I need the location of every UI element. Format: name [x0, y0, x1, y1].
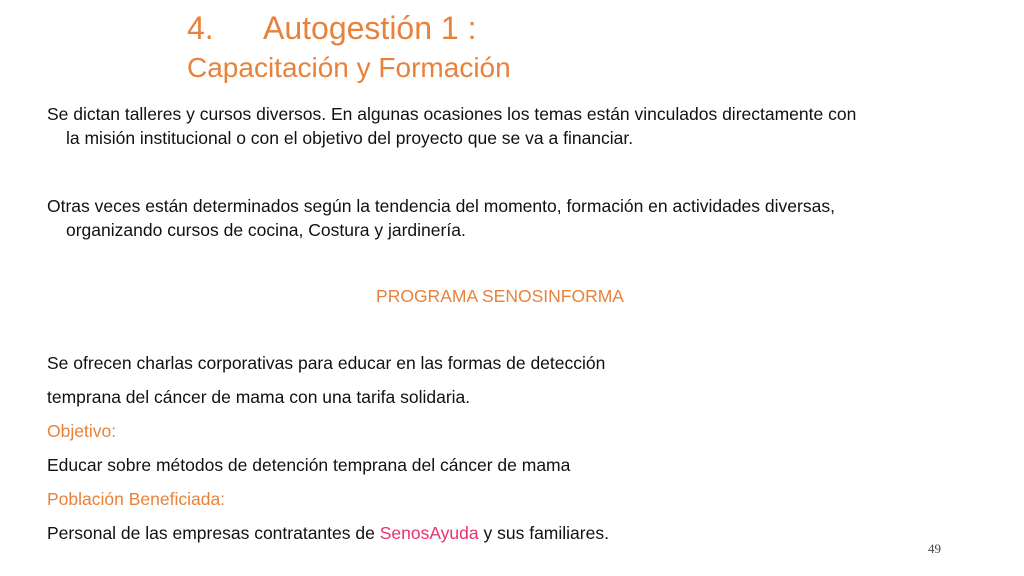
paragraph-1-line-2: la misión institucional o con el objetivo del proyecto que se va a financiar. — [66, 128, 634, 148]
population-label: Población Beneficiada: — [47, 489, 226, 509]
paragraph-2-line-1: Otras veces están determinados según la tendencia del momento, formación en actividades diversas, — [47, 196, 835, 216]
slide-subtitle: Capacitación y Formación — [187, 52, 511, 83]
paragraph-2 — [47, 194, 967, 242]
population-prefix: Personal de las empresas contratantes de — [47, 523, 380, 543]
objective-text: Educar sobre métodos de detención temprana del cáncer de mama — [47, 455, 571, 475]
population-suffix: y sus familiares. — [478, 523, 609, 543]
page-number: 49 — [928, 541, 941, 556]
population-text — [47, 521, 609, 545]
paragraph-2-line-2: organizando cursos de cocina, Costura y jardinería. — [66, 220, 466, 240]
title-line1-text: Autogestión 1 : — [263, 10, 477, 46]
program-line-1: Se ofrecen charlas corporativas para educar en las formas de detección — [47, 353, 606, 373]
program-line-2: temprana del cáncer de mama con una tarifa solidaria. — [47, 387, 471, 407]
slide-title — [187, 8, 476, 48]
objective-label: Objetivo: — [47, 421, 117, 441]
title-number: 4. — [187, 10, 214, 46]
brand-name: SenosAyuda — [379, 523, 479, 543]
paragraph-1-line-1: Se dictan talleres y cursos diversos. En algunas ocasiones los temas están vinculados directamente con — [47, 104, 857, 124]
program-heading: PROGRAMA SENOSINFORMA — [376, 286, 624, 306]
paragraph-1 — [47, 102, 967, 150]
